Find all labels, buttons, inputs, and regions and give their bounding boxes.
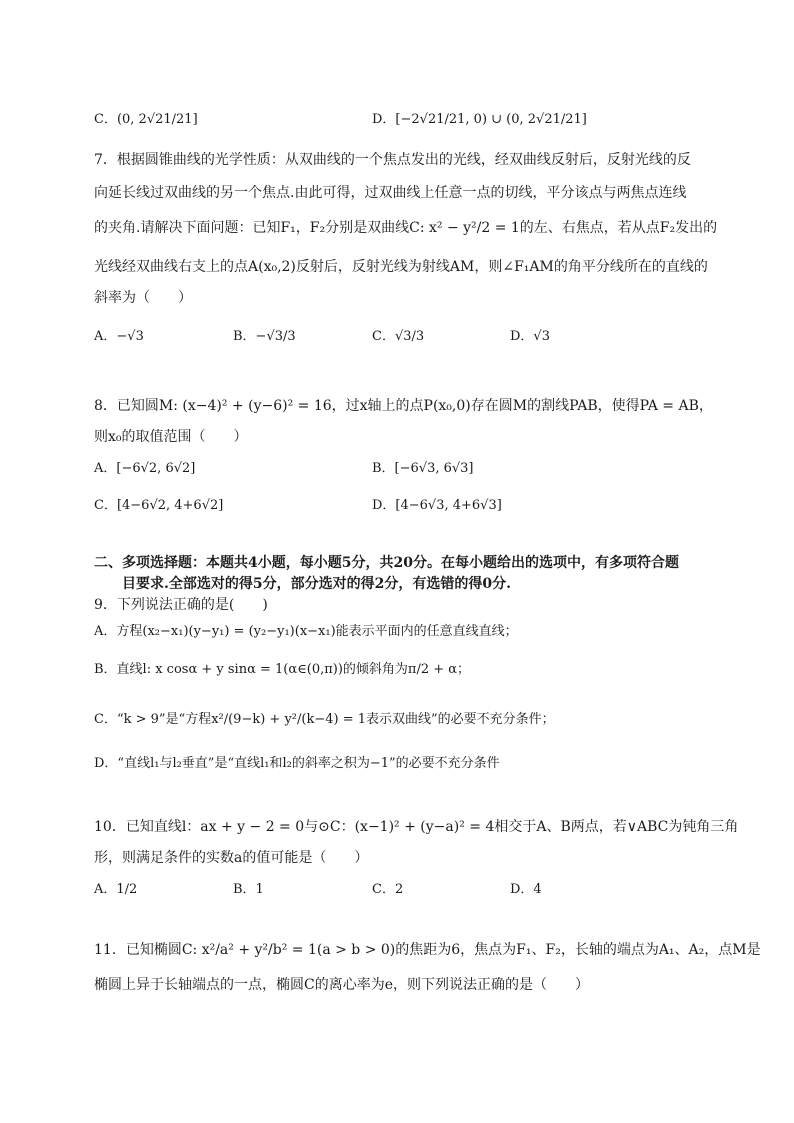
q9-option-d: D．“直线l₁与l₂垂直”是“直线l₁和l₂的斜率之积为−1”的必要不充分条件 xyxy=(94,756,500,771)
q7-stem-line-4: 光线经双曲线右支上的点A(x₀,2)反射后，反射光线为射线AM，则∠F₁AM的角平分线所在的直线的 xyxy=(94,259,708,275)
q9-option-b: B．直线l: x cosα + y sinα = 1(α∈(0,π))的倾斜角为π/2 + α； xyxy=(94,662,471,677)
q10-option-a: A．1/2 xyxy=(94,882,138,897)
q8-stem-line-1: 8．已知圆M: (x−4)² + (y−6)² = 16，过x轴上的点P(x₀,0)存在圆M的割线PAB，使得PA = AB， xyxy=(94,398,713,414)
q8-option-b: B．[−6√3, 6√3] xyxy=(372,461,474,476)
q9-stem: 9．下列说法正确的是( ) xyxy=(94,597,268,613)
section2-heading-line-2: 目要求.全部选对的得5分，部分选对的得2分，有选错的得0分. xyxy=(122,576,511,592)
q6-option-c: C．(0, 2√21/21] xyxy=(94,112,198,127)
q8-option-d: D．[4−6√3, 4+6√3] xyxy=(372,498,502,513)
q7-stem-line-3: 的夹角.请解决下面问题：已知F₁，F₂分别是双曲线C: x² − y²/2 = 1的左、右焦点，若从点F₂发出的 xyxy=(94,220,718,236)
q10-option-b: B．1 xyxy=(233,882,264,897)
q7-stem-line-1: 7．根据圆锥曲线的光学性质：从双曲线的一个焦点发出的光线，经双曲线反射后，反射光线的反 xyxy=(94,152,691,168)
q7-option-c: C．√3/3 xyxy=(372,329,425,344)
q6-option-d: D．[−2√21/21, 0) ∪ (0, 2√21/21] xyxy=(372,112,587,127)
q8-stem-line-2: 则x₀的取值范围（ ） xyxy=(94,429,248,445)
q8-option-c: C．[4−6√2, 4+6√2] xyxy=(94,498,224,513)
section2-heading-line-1: 二、多项选择题：本题共4小题，每小题5分，共20分。在每小题给出的选项中，有多项符合题 xyxy=(94,555,679,571)
q7-option-a: A．−√3 xyxy=(94,329,144,344)
q7-stem-line-5: 斜率为（ ） xyxy=(94,290,192,306)
q10-option-d: D．4 xyxy=(510,882,542,897)
q10-stem-line-1: 10．已知直线l：ax + y − 2 = 0与⊙C：(x−1)² + (y−a)² = 4相交于A、B两点，若∨ABC为钝角三角 xyxy=(94,819,739,835)
q7-option-d: D．√3 xyxy=(510,329,550,344)
q7-stem-line-2: 向延长线过双曲线的另一个焦点.由此可得，过双曲线上任意一点的切线，平分该点与两焦点连线 xyxy=(94,185,687,201)
q9-option-c: C．“k > 9”是“方程x²/(9−k) + y²/(k−4) = 1表示双曲线”的必要不充分条件； xyxy=(94,712,555,727)
q11-stem-line-1: 11．已知椭圆C: x²/a² + y²/b² = 1(a > b > 0)的焦距为6，焦点为F₁、F₂，长轴的端点为A₁、A₂，点M是 xyxy=(94,942,761,958)
q7-option-b: B．−√3/3 xyxy=(233,329,296,344)
q9-option-a: A．方程(x₂−x₁)(y−y₁) = (y₂−y₁)(x−x₁)能表示平面内的任意直线直线； xyxy=(94,624,518,639)
q10-option-c: C．2 xyxy=(372,882,404,897)
q8-option-a: A．[−6√2, 6√2] xyxy=(94,461,196,476)
q11-stem-line-2: 椭圆上异于长轴端点的一点，椭圆C的离心率为e，则下列说法正确的是（ ） xyxy=(94,977,589,993)
q10-stem-line-2: 形，则满足条件的实数a的值可能是（ ） xyxy=(94,850,369,866)
